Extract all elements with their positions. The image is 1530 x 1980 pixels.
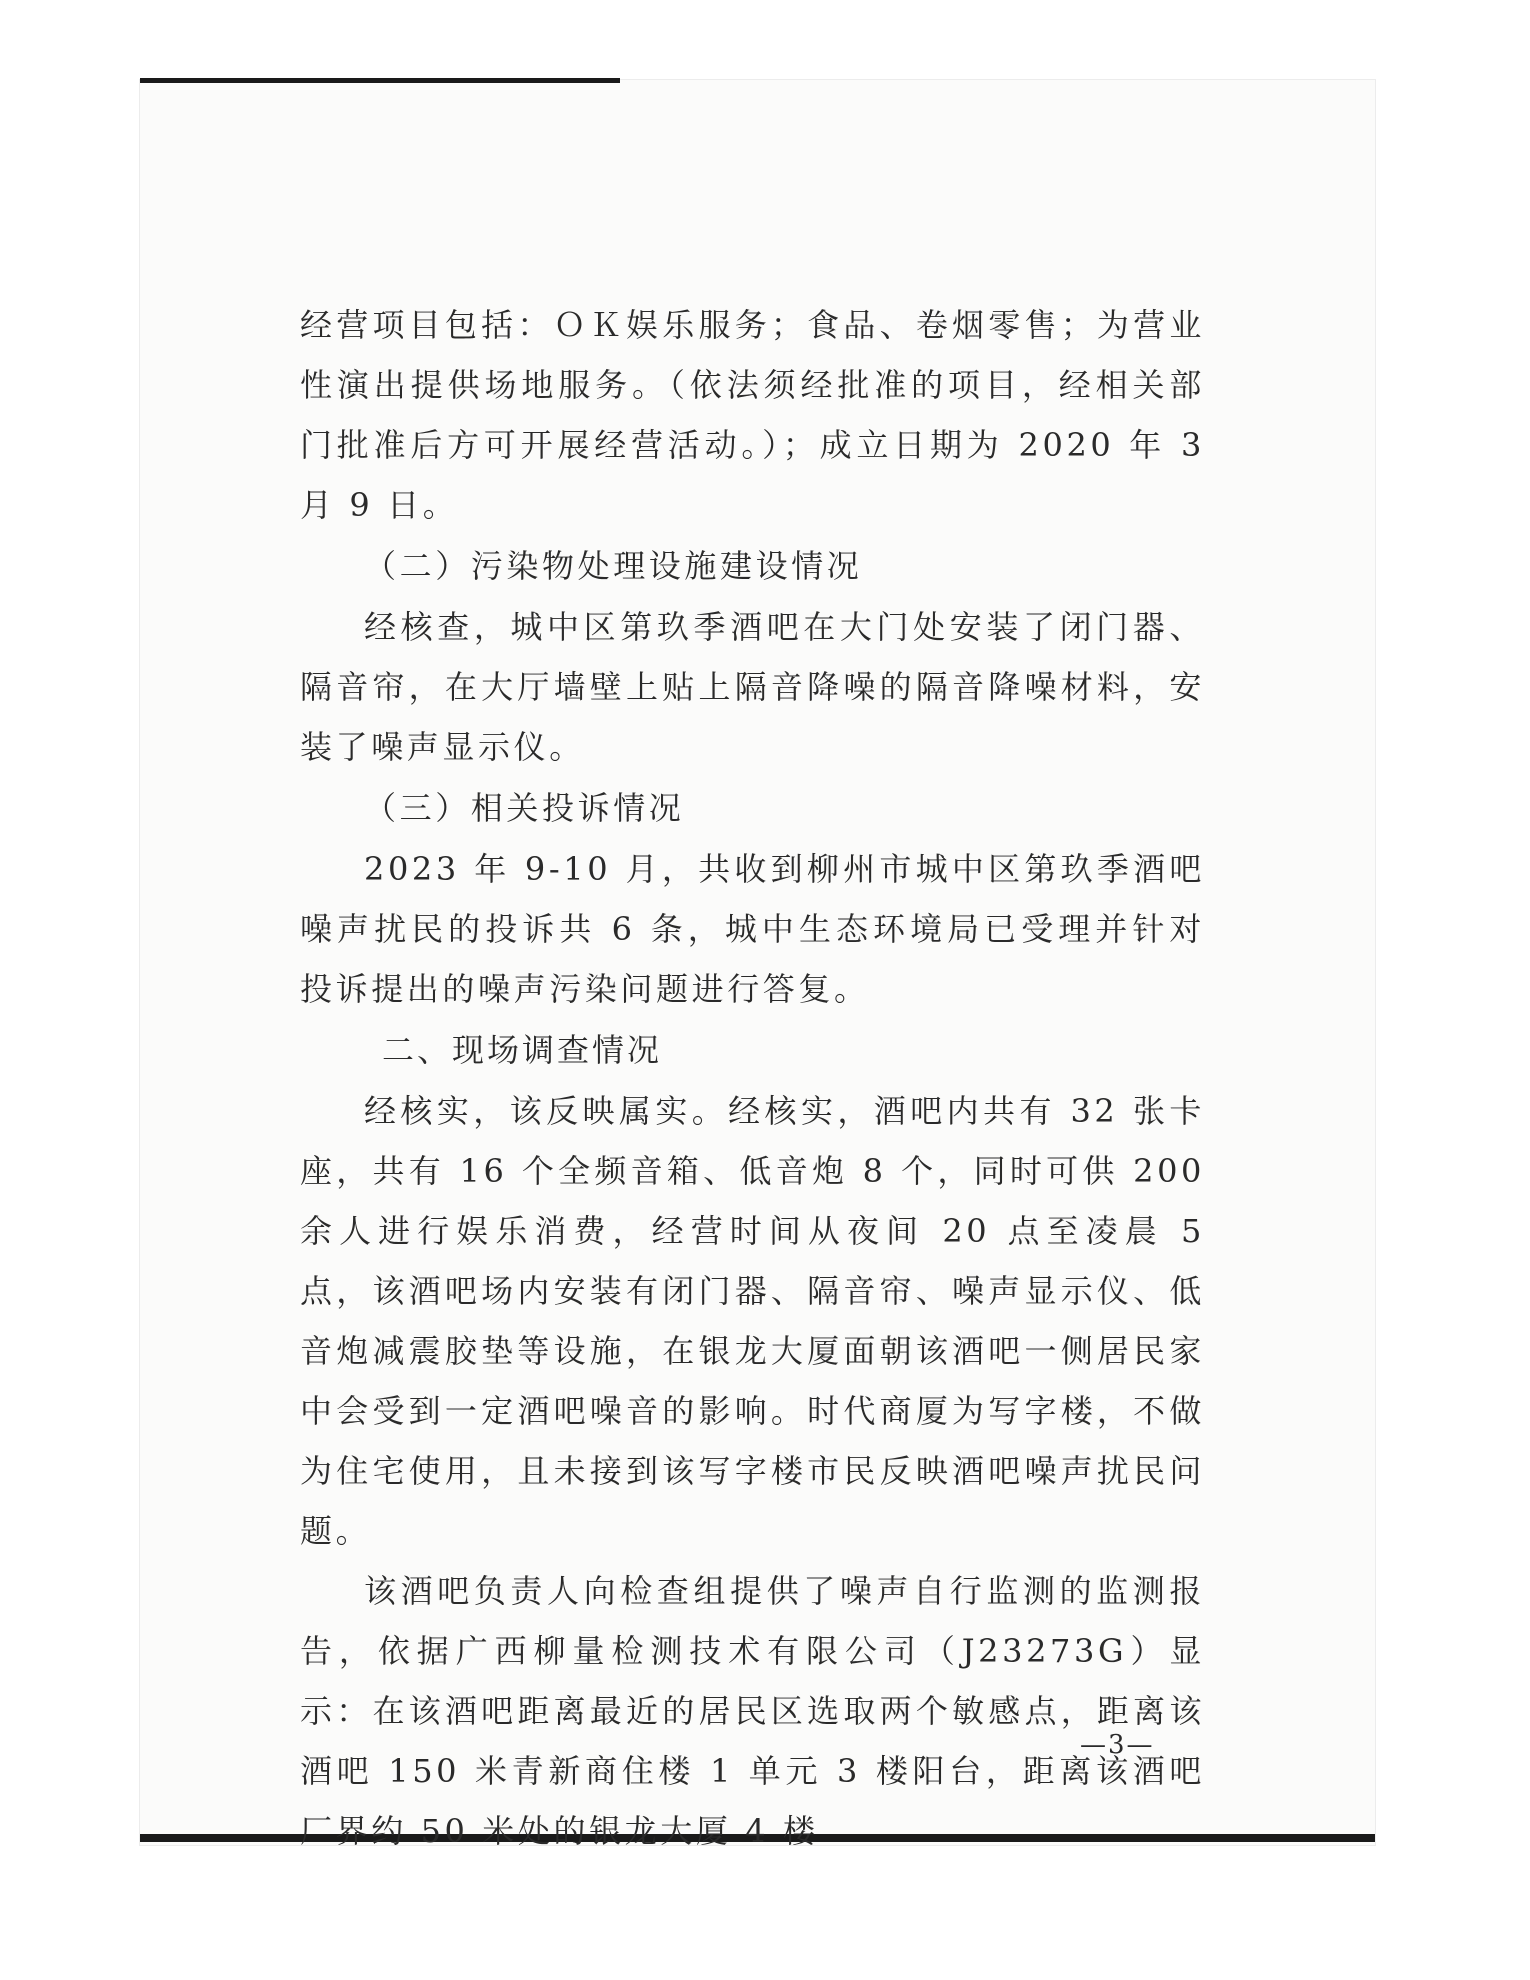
subheading-pollution-facilities: （二）污染物处理设施建设情况: [364, 547, 863, 585]
page-number: —3—: [1080, 1730, 1155, 1760]
paragraph-facilities-check: 经核查，城中区第玖季酒吧在大门处安装了闭门器、隔音帘，在大厅墙壁上贴上隔音降噪的隔音降噪材料，安装了噪声显示仪。: [300, 608, 1205, 766]
paragraph-monitoring-report: 该酒吧负责人向检查组提供了噪声自行监测的监测报告，依据广西柳量检测技术有限公司（J23273G）显示：在该酒吧距离最近的居民区选取两个敏感点，距离该酒吧 150 米青新商住楼 1 单元 3 楼阳台，距离该酒吧厂界约 50 米处的银龙大厦 4 楼: [300, 1572, 1205, 1850]
section-heading-site-investigation: 二、现场调查情况: [382, 1031, 663, 1069]
scan-edge-top: [140, 78, 620, 83]
document-body: [300, 295, 1205, 1861]
paragraph-business-scope: 经营项目包括：ＯＫ娱乐服务；食品、卷烟零售；为营业性演出提供场地服务。（依法须经批准的项目，经相关部门批准后方可开展经营活动。）；成立日期为 2020 年 3 月 9 日。: [300, 306, 1205, 524]
paragraph-complaints: 2023 年 9-10 月，共收到柳州市城中区第玖季酒吧噪声扰民的投诉共 6 条，城中生态环境局已受理并针对投诉提出的噪声污染问题进行答复。: [300, 850, 1205, 1008]
paragraph-site-findings: 经核实，该反映属实。经核实，酒吧内共有 32 张卡座，共有 16 个全频音箱、低音炮 8 个，同时可供 200 余人进行娱乐消费，经营时间从夜间 20 点至凌晨 5 点，该酒吧场内安装有闭门器、隔音帘、噪声显示仪、低音炮减震胶垫等设施，在银龙大厦面朝该酒吧一侧居民家中会受到一定酒吧噪音的影响。时代商厦为写字楼，不做为住宅使用，且未接到该写字楼市民反映酒吧噪声扰民问题。: [300, 1092, 1205, 1550]
subheading-complaints: （三）相关投诉情况: [364, 789, 685, 827]
